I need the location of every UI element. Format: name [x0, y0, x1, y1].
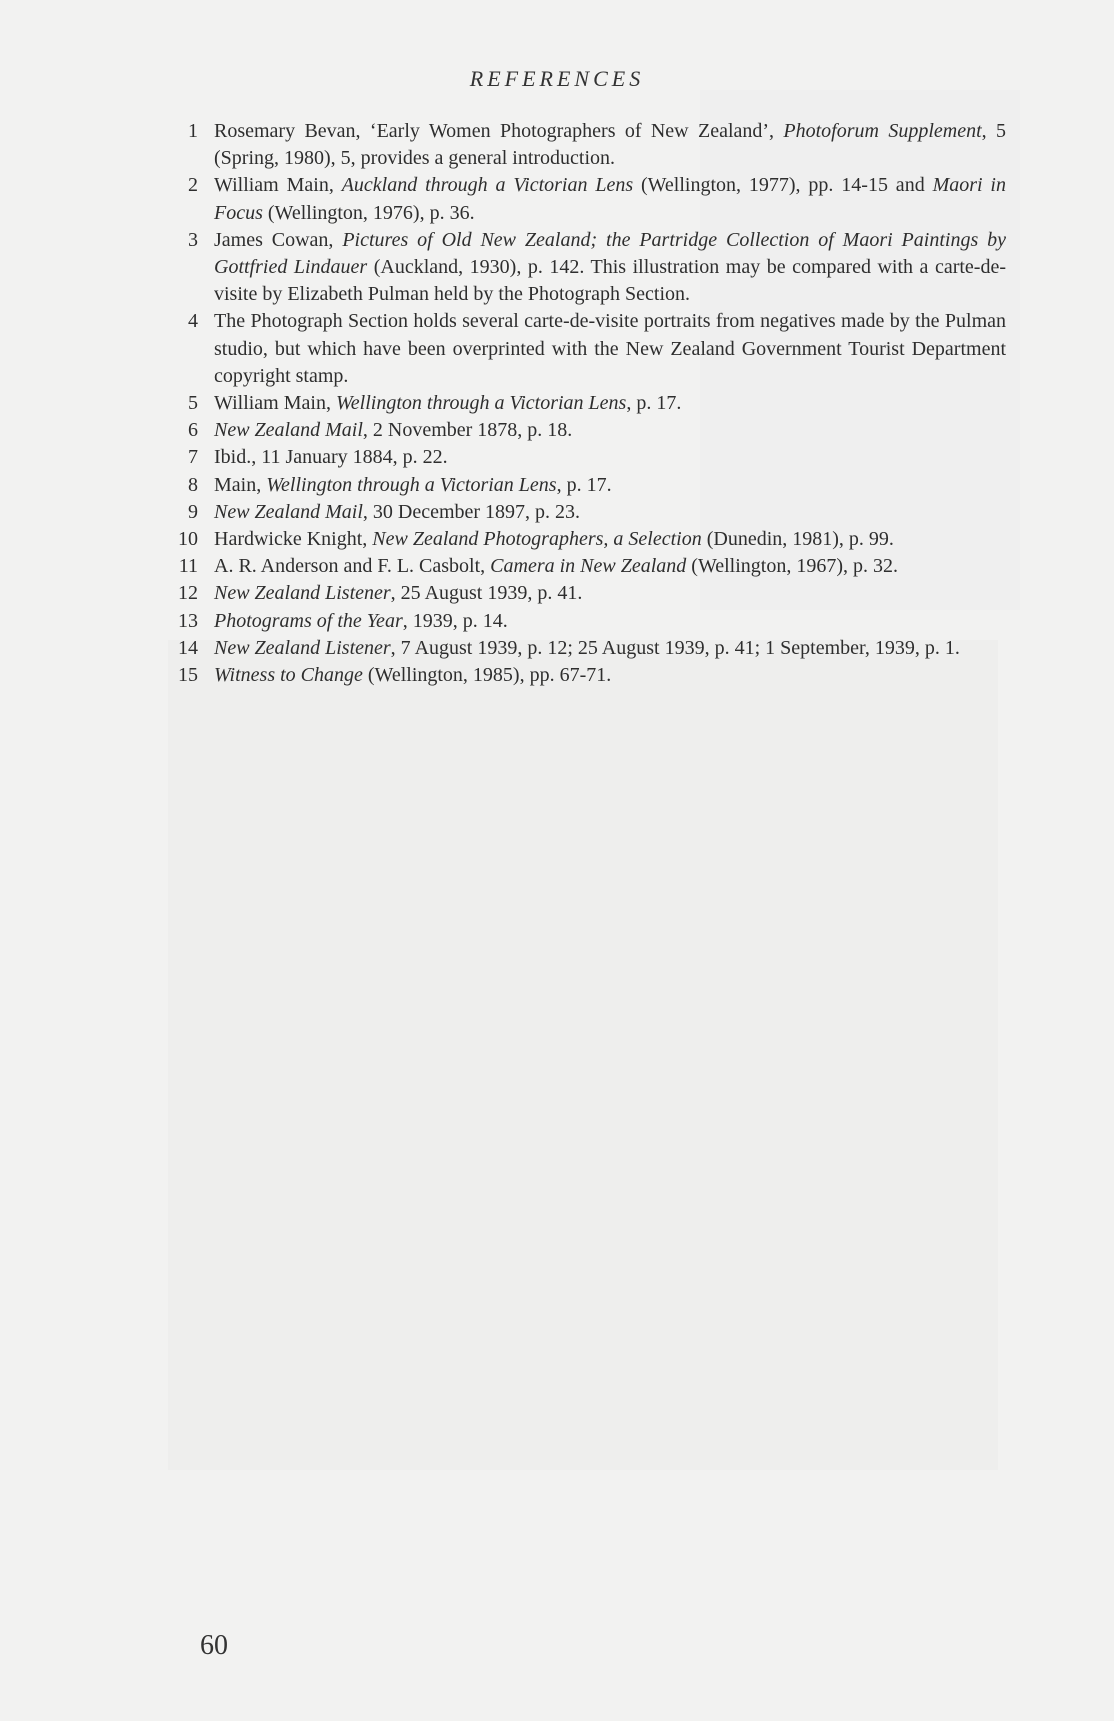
reference-list — [168, 118, 1006, 689]
reference-text: , 7 August 1939, p. 12; 25 August 1939, p. 41; 1 September, 1939, p. 1. — [390, 636, 960, 659]
reference-entry — [168, 417, 1006, 444]
reference-text: (Dunedin, 1981), p. 99. — [701, 528, 894, 551]
reference-number: 9 — [188, 500, 198, 523]
reference-number: 2 — [188, 174, 198, 197]
reference-text: , 5 (Spring, 1980), 5, provides a general introduction. — [214, 120, 1006, 170]
reference-number: 4 — [188, 310, 198, 333]
reference-title: Camera in New Zealand — [490, 555, 687, 578]
reference-number: 5 — [188, 392, 198, 415]
reference-text: Hardwicke Knight, — [214, 528, 373, 551]
reference-text: James Cowan, — [214, 228, 343, 251]
reference-title: Maori in Focus — [214, 174, 1006, 224]
reference-title: New Zealand Photographers, a Selection — [372, 528, 702, 551]
reference-text: Ibid., 11 January 1884, p. 22. — [214, 446, 448, 469]
reference-entry — [168, 499, 1006, 526]
reference-title: Wellington through a Victorian Lens — [266, 473, 557, 496]
reference-entry — [168, 390, 1006, 417]
reference-text: The Photograph Section holds several carte-de-visite portraits from negatives made by the Pulman studio, but which have been overprinted with the New Zealand Government Tourist Department copyright stamp. — [214, 310, 1006, 387]
reference-entry — [168, 526, 1006, 553]
reference-text: , 30 December 1897, p. 23. — [362, 500, 581, 523]
reference-text: , p. 17. — [556, 473, 612, 496]
reference-entry — [168, 635, 1006, 662]
reference-title: Auckland through a Victorian Lens — [341, 174, 634, 197]
reference-title: New Zealand Mail — [214, 419, 363, 442]
reference-text: (Wellington, 1985), pp. 67-71. — [362, 664, 612, 687]
reference-title: Photograms of the Year — [214, 609, 403, 632]
reference-entry — [168, 227, 1006, 309]
reference-title: Witness to Change — [214, 664, 363, 687]
reference-entry — [168, 553, 1006, 580]
reference-entry — [168, 472, 1006, 499]
reference-text: A. R. Anderson and F. L. Casbolt, — [214, 555, 491, 578]
reference-title: New Zealand Mail — [214, 500, 363, 523]
reference-text: , 1939, p. 14. — [402, 609, 508, 632]
reference-number: 13 — [178, 609, 198, 632]
reference-entry — [168, 308, 1006, 390]
reference-text: , p. 17. — [626, 392, 682, 415]
reference-text: Main, — [214, 473, 267, 496]
reference-text: (Auckland, 1930), p. 142. This illustration may be compared with a carte-de-visite by Elizabeth Pulman held by the Photograph Section. — [214, 256, 1007, 306]
reference-text: (Wellington, 1976), p. 36. — [262, 201, 475, 224]
reference-title: Pictures of Old New Zealand; the Partridge Collection of Maori Paintings by Gottfried Lindauer — [214, 228, 1006, 279]
reference-entry — [168, 608, 1006, 635]
reference-title: New Zealand Listener — [214, 636, 391, 659]
reference-entry — [168, 662, 1006, 689]
reference-text: , 2 November 1878, p. 18. — [362, 419, 573, 442]
reference-text: (Wellington, 1967), p. 32. — [686, 555, 898, 578]
reference-number: 1 — [188, 120, 198, 142]
reference-number: 14 — [178, 636, 198, 659]
reference-text: Rosemary Bevan, ‘Early Women Photographers of New Zealand’, — [214, 120, 784, 142]
reference-entry — [168, 118, 1006, 172]
page-number: 60 — [200, 1630, 228, 1661]
reference-number: 10 — [178, 528, 198, 551]
reference-title: Wellington through a Victorian Lens — [335, 392, 627, 415]
reference-number: 12 — [178, 582, 198, 605]
reference-text: , 25 August 1939, p. 41. — [390, 582, 583, 605]
reference-number: 15 — [178, 664, 198, 687]
reference-text: (Wellington, 1977), pp. 14-15 and — [633, 174, 933, 197]
reference-text: William Main, — [214, 392, 336, 415]
page-heading: REFERENCES — [469, 66, 645, 91]
reference-number: 6 — [188, 419, 198, 442]
reference-entry — [168, 580, 1006, 607]
reference-title: Photoforum Supplement — [783, 120, 982, 142]
reference-entry — [168, 444, 1006, 471]
reference-text: William Main, — [214, 174, 342, 197]
reference-number: 11 — [178, 555, 198, 578]
reference-number: 8 — [188, 473, 198, 496]
reference-entry — [168, 172, 1006, 226]
reference-number: 3 — [188, 228, 198, 251]
reference-title: New Zealand Listener — [214, 582, 391, 605]
reference-number: 7 — [188, 446, 198, 469]
